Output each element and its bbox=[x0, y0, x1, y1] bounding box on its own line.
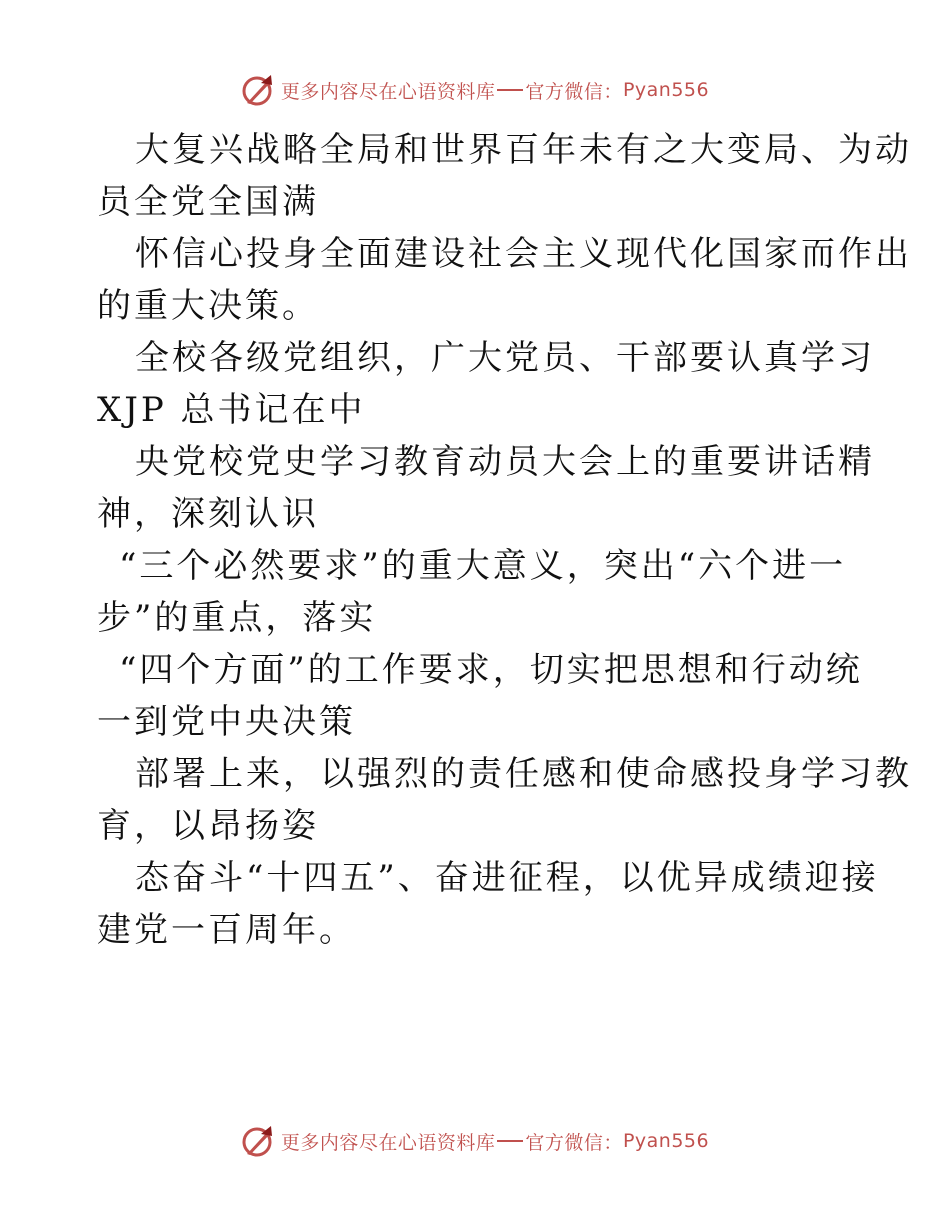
text-line: XJP 总书记在中 bbox=[97, 390, 366, 430]
text-line: “四个方面”的工作要求，切实把思想和行动统 bbox=[119, 650, 863, 690]
banner-wechat-id: Pyan556 bbox=[622, 79, 710, 101]
text-line: “三个必然要求”的重大意义，突出“六个进一 bbox=[119, 546, 847, 586]
text-line: 全校各级党组织，广大党员、干部要认真学习 bbox=[135, 338, 875, 378]
text-line: 的重大决策。 bbox=[97, 286, 319, 326]
banner-dash bbox=[497, 89, 523, 91]
banner-label: 官方微信： bbox=[525, 80, 623, 103]
text-line: 大复兴战略全局和世界百年未有之大变局、为动 bbox=[135, 130, 912, 170]
banner-dash bbox=[497, 1140, 523, 1142]
banner-text: 更多内容尽在心语资料库 bbox=[280, 1131, 496, 1154]
text-line: 央党校党史学习教育动员大会上的重要讲话精 bbox=[135, 442, 875, 482]
text-line: 育，以昂扬姿 bbox=[97, 806, 319, 846]
text-line: 员全党全国满 bbox=[97, 182, 319, 222]
text-line: 建党一百周年。 bbox=[97, 910, 356, 950]
text-line: 怀信心投身全面建设社会主义现代化国家而作出 bbox=[135, 234, 912, 274]
banner-label: 官方微信： bbox=[525, 1131, 623, 1154]
footer-watermark bbox=[0, 1121, 950, 1161]
document-body bbox=[97, 124, 912, 956]
quill-logo-icon bbox=[241, 1124, 275, 1158]
text-line: 态奋斗“十四五”、奋进征程，以优异成绩迎接 bbox=[135, 858, 879, 898]
text-line: 部署上来，以强烈的责任感和使命感投身学习教 bbox=[135, 754, 912, 794]
banner-wechat-id: Pyan556 bbox=[622, 1130, 710, 1152]
text-line: 一到党中央决策 bbox=[97, 702, 356, 742]
banner-text: 更多内容尽在心语资料库 bbox=[280, 80, 496, 103]
quill-logo-icon bbox=[241, 73, 275, 107]
header-watermark bbox=[0, 70, 950, 110]
text-line: 神，深刻认识 bbox=[97, 494, 319, 534]
text-line: 步”的重点，落实 bbox=[97, 598, 377, 638]
